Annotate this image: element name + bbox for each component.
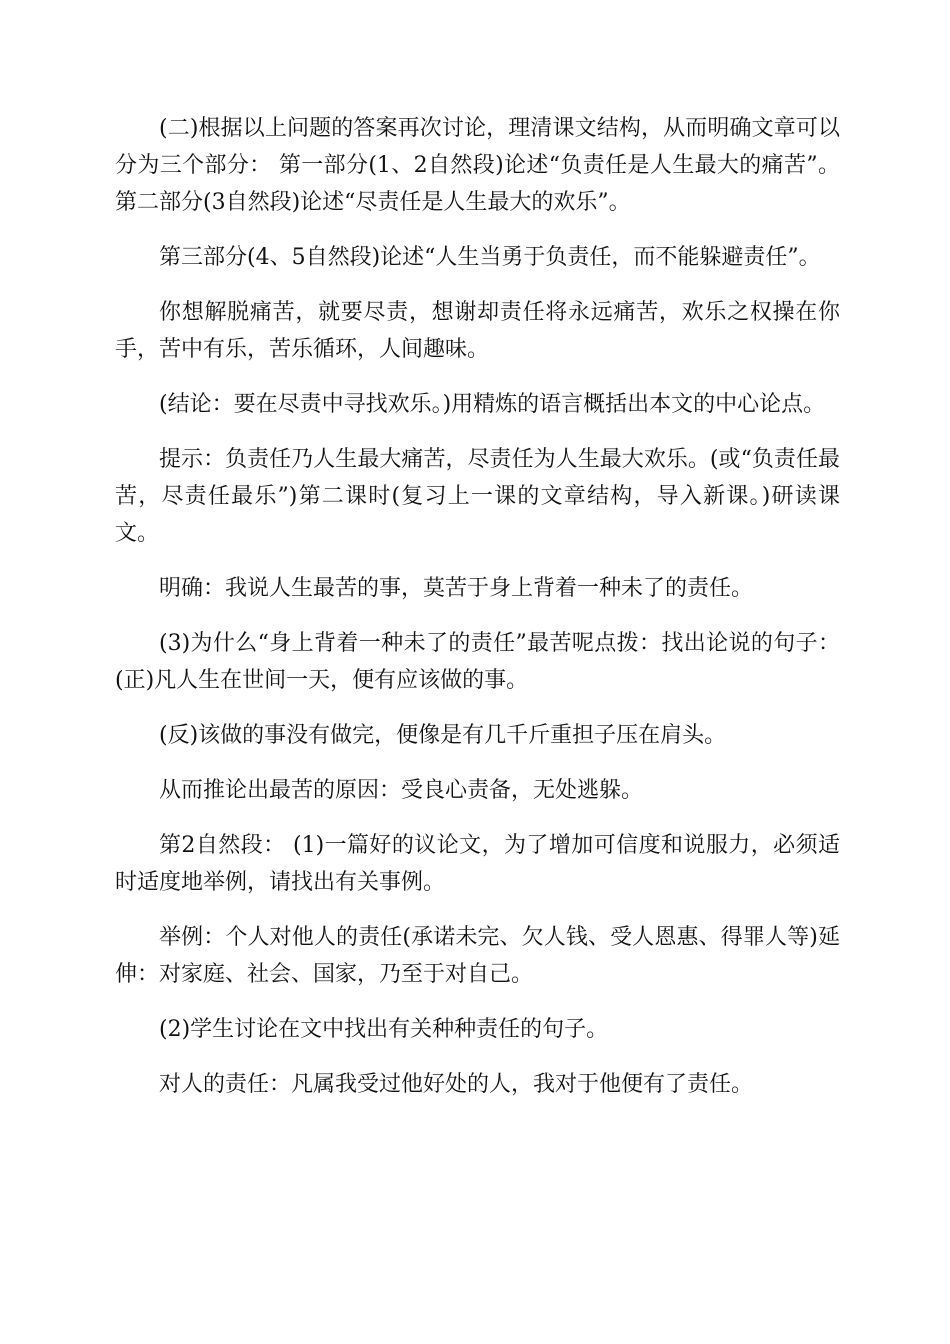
paragraph-discussion: (2)学生讨论在文中找出有关种种责任的句子。	[159, 1017, 609, 1042]
paragraph-part-three: 第三部分(4、5自然段)论述“人生当勇于负责任，而不能躲避责任”。	[159, 245, 821, 270]
paragraph-structure: (二)根据以上问题的答案再次讨论，理清课文结构，从而明确文章可以分为三个部分： 第一部分(1、2自然段)论述“负责任是人生最大的痛苦”。第二部分(3自然段)论述“尽责任是人生最大的欢乐”。	[115, 116, 840, 215]
paragraph-inference: 从而推论出最苦的原因：受良心责备，无处逃躲。	[159, 778, 644, 803]
paragraph-conclusion: (结论：要在尽责中寻找欢乐。)用精炼的语言概括出本文的中心论点。	[159, 392, 826, 417]
paragraph-relief: 你想解脱痛苦，就要尽责，想谢却责任将永远痛苦，欢乐之权操在你手，苦中有乐，苦乐循环，人间趣味。	[115, 300, 840, 362]
document-body	[115, 110, 840, 1121]
paragraph-reverse: (反)该做的事没有做完，便像是有几千斤重担子压在肩头。	[159, 723, 727, 748]
paragraph-question-3: (3)为什么“身上背着一种未了的责任”最苦呢点拨：找出论说的句子： (正)凡人生在世间一天，便有应该做的事。	[115, 631, 840, 693]
paragraph-examples: 举例：个人对他人的责任(承诺未完、欠人钱、受人恩惠、得罪人等)延伸：对家庭、社会、国家，乃至于对自己。	[115, 925, 840, 987]
paragraph-section-2: 第2自然段： (1)一篇好的议论文，为了增加可信度和说服力，必须适时适度地举例，请找出有关事例。	[115, 833, 840, 895]
paragraph-responsibility-to-others: 对人的责任：凡属我受过他好处的人，我对于他便有了责任。	[159, 1072, 754, 1097]
paragraph-clarify: 明确：我说人生最苦的事，莫苦于身上背着一种未了的责任。	[159, 576, 754, 601]
paragraph-hint: 提示：负责任乃人生最大痛苦，尽责任为人生最大欢乐。(或“负责任最苦，尽责任最乐”)第二课时(复习上一课的文章结构，导入新课。)研读课文。	[115, 447, 840, 546]
